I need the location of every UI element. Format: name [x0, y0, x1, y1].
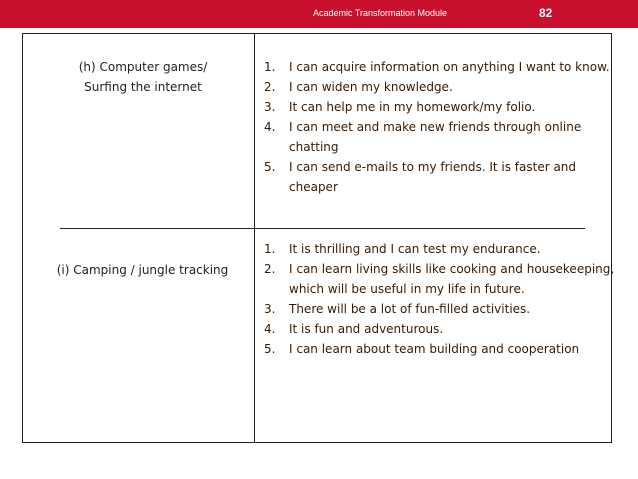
item-number: 4. [264, 120, 276, 134]
row-i-list [264, 239, 619, 359]
item-text: I can send e-mails to my friends. It is faster and cheaper [289, 160, 577, 194]
item-number: 3. [264, 302, 276, 316]
column-divider [254, 33, 255, 443]
item-number: 1. [264, 242, 276, 256]
list-item [264, 57, 619, 77]
list-item [264, 77, 619, 97]
item-text: I can meet and make new friends through online chatting [289, 120, 582, 154]
row-i-label-line1: (i) Camping / jungle tracking [56, 263, 229, 277]
row-h-label-line1: (h) Computer games/ [78, 60, 208, 74]
row-h-list [264, 57, 619, 197]
item-text: I can learn about team building and cooperation [289, 342, 580, 356]
item-text: There will be a lot of fun-filled activities. [289, 302, 531, 316]
item-text: It is thrilling and I can test my endurance. [289, 242, 541, 256]
page-number: 82 [539, 6, 553, 20]
item-number: 2. [264, 262, 276, 276]
list-item [264, 97, 619, 117]
item-number: 4. [264, 322, 276, 336]
list-item [264, 239, 619, 259]
row-i-label [45, 260, 240, 280]
list-item [264, 339, 619, 359]
row-h-label [58, 57, 228, 97]
list-item [264, 299, 619, 319]
item-text: I can learn living skills like cooking and housekeeping, which will be useful in my life in future. [289, 262, 615, 296]
item-text: It can help me in my homework/my folio. [289, 100, 536, 114]
item-text: I can acquire information on anything I want to know. [289, 60, 610, 74]
list-item [264, 259, 619, 299]
row-h-label-line2: Surfing the internet [84, 80, 202, 94]
list-item [264, 157, 619, 197]
module-title: Academic Transformation Module [313, 8, 448, 18]
item-number: 2. [264, 80, 276, 94]
item-number: 1. [264, 60, 276, 74]
item-number: 5. [264, 160, 276, 174]
item-number: 5. [264, 342, 276, 356]
header-bar [0, 0, 638, 28]
list-item [264, 117, 619, 157]
item-text: I can widen my knowledge. [289, 80, 453, 94]
row-divider [60, 228, 585, 229]
item-number: 3. [264, 100, 276, 114]
item-text: It is fun and adventurous. [289, 322, 444, 336]
list-item [264, 319, 619, 339]
